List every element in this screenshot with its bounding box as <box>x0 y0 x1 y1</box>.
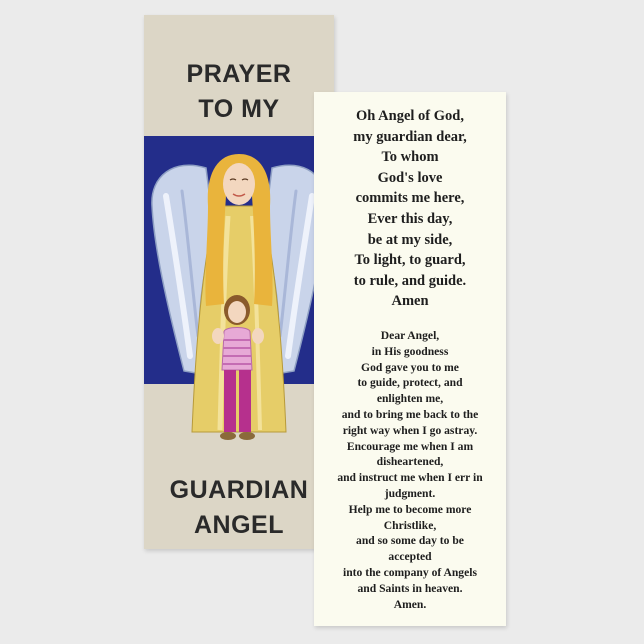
prayer-line: and to bring me back to the <box>341 407 479 421</box>
prayer-line: be at my side, <box>367 231 453 248</box>
prayer-line: right way when I go astray. <box>342 423 478 437</box>
prayer-line: into the company of Angels <box>343 565 477 579</box>
prayer-line: To light, to guard, <box>354 252 466 269</box>
prayer-line: Christlike, <box>383 518 437 532</box>
prayer-line: accepted <box>388 550 432 564</box>
title-line: ANGEL <box>194 511 284 539</box>
title-line: TO MY <box>198 95 280 123</box>
prayer-line: Amen. <box>393 597 427 611</box>
prayer-line: Help me to become more <box>348 502 472 516</box>
prayer-line: to guide, protect, and <box>357 376 463 390</box>
prayer-line: God's love <box>377 169 443 186</box>
prayer-line: commits me here, <box>355 190 465 207</box>
bookmark-front <box>144 15 334 549</box>
prayer-line: to rule, and guide. <box>353 272 467 289</box>
guardian-angel-illustration <box>144 136 334 446</box>
prayer-line: my guardian dear, <box>353 128 467 145</box>
prayer-line: and so some day to be <box>356 534 464 548</box>
prayer-line: and Saints in heaven. <box>357 581 463 595</box>
prayer-line: To whom <box>381 149 439 166</box>
prayer-line: and instruct me when I err in <box>337 471 483 485</box>
title-line: GUARDIAN <box>169 476 309 504</box>
prayer-line: Oh Angel of God, <box>356 108 464 124</box>
prayer-line: Dear Angel, <box>380 329 440 342</box>
prayer-line: God gave you to me <box>361 360 459 374</box>
prayer-line: enlighten me, <box>376 392 444 406</box>
prayer-line: Encourage me when I am <box>346 439 474 453</box>
prayer-line: Amen <box>391 293 429 310</box>
front-title-bottom <box>144 473 334 543</box>
front-title-top <box>144 57 334 127</box>
prayer-line: Ever this day, <box>367 210 453 227</box>
prayer-line: judgment. <box>384 486 436 500</box>
prayer-line: disheartened, <box>376 455 444 469</box>
title-line: PRAYER <box>186 60 292 88</box>
bookmark-back <box>314 92 506 626</box>
guardian-angel-prayer <box>314 106 506 312</box>
prayer-line: in His goodness <box>371 344 449 358</box>
dear-angel-prayer <box>314 328 506 612</box>
